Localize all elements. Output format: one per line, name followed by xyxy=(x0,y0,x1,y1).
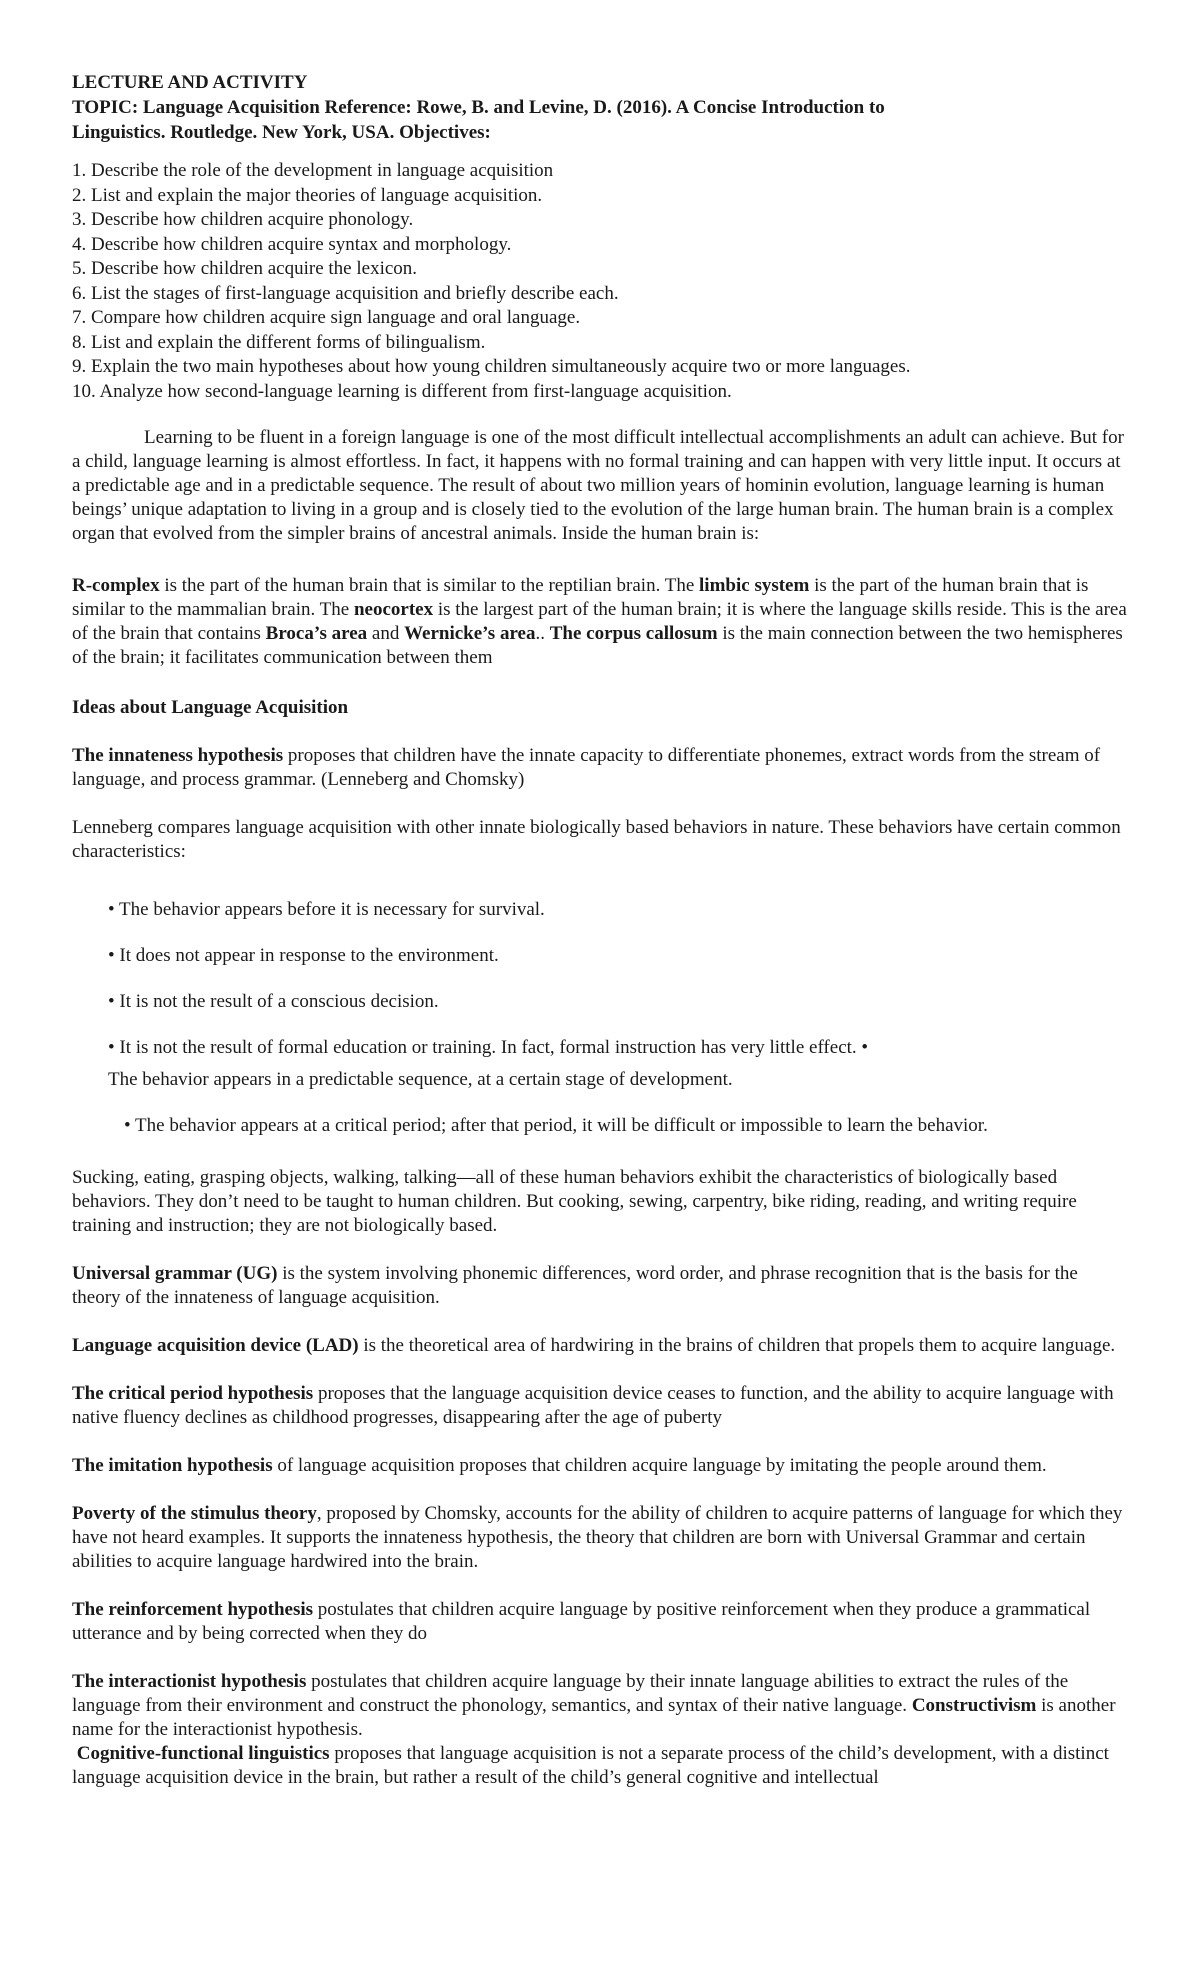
poverty-stimulus-paragraph: Poverty of the stimulus theory, proposed by Chomsky, accounts for the ability of children to acquire patterns of language for which they have not heard examples. It supports the innateness hypothesis, the theory that children are born with Universal Grammar and certain abilities to acquire language hardwired into the brain. xyxy=(72,1503,1123,1572)
objective-item: 8. List and explain the different forms of bilingualism. xyxy=(72,331,486,353)
universal-grammar-paragraph: Universal grammar (UG) is the system involving phonemic differences, word order, and phrase recognition that is the basis for the theory of the innateness of language acquisition. xyxy=(72,1263,1078,1308)
bullet-item: • It is not the result of a conscious decision. xyxy=(108,991,439,1012)
characteristics-list xyxy=(72,898,1130,1138)
bullet-item: • The behavior appears before it is necessary for survival. xyxy=(108,899,545,920)
header-topic-line-1: TOPIC: Language Acquisition Reference: Rowe, B. and Levine, D. (2016). A Concise Introduction to xyxy=(72,97,885,118)
lad-paragraph: Language acquisition device (LAD) is the theoretical area of hardwiring in the brains of children that propels them to acquire language. xyxy=(72,1335,1116,1356)
bullet-item-continuation: The behavior appears in a predictable sequence, at a certain stage of development. xyxy=(108,1069,733,1090)
imitation-paragraph: The imitation hypothesis of language acquisition proposes that children acquire language by imitating the people around them. xyxy=(72,1455,1047,1476)
bullet-item: • It is not the result of formal education or training. In fact, formal instruction has very little effect. • xyxy=(108,1037,869,1058)
term-interactionist-hypothesis: The interactionist hypothesis xyxy=(72,1671,307,1692)
term-cognitive-functional-linguistics: Cognitive-functional linguistics xyxy=(76,1743,330,1764)
term-constructivism: Constructivism xyxy=(911,1695,1037,1716)
lenneberg-paragraph: Lenneberg compares language acquisition with other innate biologically based behaviors in nature. These behaviors have certain common characteristics: xyxy=(72,817,1121,862)
critical-period-paragraph: The critical period hypothesis proposes that the language acquisition device ceases to function, and the ability to acquire language with native fluency declines as childhood progresses, disappearing after the age of puberty xyxy=(72,1383,1114,1428)
intro-paragraph: Learning to be fluent in a foreign language is one of the most difficult intellectual accomplishments an adult can achieve. But for a child, language learning is almost effortless. In fact, it happens with no formal training and can happen with very little input. It occurs at a predictable age and in a predictable sequence. The result of about two million years of hominin evolution, language learning is human beings’ unique adaptation to living in a group and is closely tied to the evolution of the large human brain. The human brain is a complex organ that evolved from the simpler brains of ancestral animals. Inside the human brain is: xyxy=(72,427,1124,544)
header-topic-line-2: Linguistics. Routledge. New York, USA. Objectives: xyxy=(72,122,491,143)
objective-item: 6. List the stages of first-language acquisition and briefly describe each. xyxy=(72,282,619,304)
term-poverty-of-stimulus: Poverty of the stimulus theory xyxy=(72,1503,317,1524)
term-corpus-callosum: The corpus callosum xyxy=(549,623,718,644)
objectives-list xyxy=(72,159,1130,404)
term-limbic-system: limbic system xyxy=(699,575,810,596)
term-universal-grammar: Universal grammar (UG) xyxy=(72,1263,278,1284)
interactionist-paragraph: The interactionist hypothesis postulates that children acquire language by their innate language abilities to extract the rules of the language from their environment and construct the phonology, semantics, and syntax of their native language. Constructivism is another name for the interactionist hypothesis. xyxy=(72,1671,1116,1740)
objective-item: 9. Explain the two main hypotheses about how young children simultaneously acquire two or more languages. xyxy=(72,356,911,377)
term-reinforcement-hypothesis: The reinforcement hypothesis xyxy=(72,1599,314,1620)
objective-item: 2. List and explain the major theories of language acquisition. xyxy=(72,184,543,206)
biological-behaviors-paragraph: Sucking, eating, grasping objects, walking, talking—all of these human behaviors exhibit the characteristics of biologically based behaviors. They don’t need to be taught to human children. But cooking, sewing, carpentry, bike riding, reading, and writing require training and instruction; they are not biologically based. xyxy=(72,1167,1077,1236)
bullet-item: • It does not appear in response to the environment. xyxy=(108,945,499,966)
term-imitation-hypothesis: The imitation hypothesis xyxy=(72,1455,273,1476)
objective-item: 3. Describe how children acquire phonology. xyxy=(72,209,414,230)
bullet-item: • The behavior appears at a critical period; after that period, it will be difficult or impossible to learn the behavior. xyxy=(124,1115,988,1136)
section-heading: Ideas about Language Acquisition xyxy=(72,697,349,718)
term-r-complex: R-complex xyxy=(72,575,160,596)
document-header xyxy=(72,70,1130,145)
brain-parts-paragraph: R-complex is the part of the human brain that is similar to the reptilian brain. The limbic system is the part of the human brain that is similar to the mammalian brain. The neocortex is the largest part of the human brain; it is where the language skills reside. This is the area of the brain that contains Broca’s area and Wernicke’s area.. The corpus callosum is the main connection between the two hemispheres of the brain; it facilitates communication between them xyxy=(72,575,1127,668)
term-critical-period-hypothesis: The critical period hypothesis xyxy=(72,1383,314,1404)
innateness-paragraph: The innateness hypothesis proposes that children have the innate capacity to differentiate phonemes, extract words from the stream of language, and process grammar. (Lenneberg and Chomsky) xyxy=(72,745,1101,790)
objective-item: 10. Analyze how second-language learning is different from first-language acquisition. xyxy=(72,380,732,402)
objective-item: 7. Compare how children acquire sign language and oral language. xyxy=(72,307,581,328)
objective-item: 1. Describe the role of the development in language acquisition xyxy=(72,160,554,181)
term-brocas-area: Broca’s area xyxy=(265,623,368,644)
reinforcement-paragraph: The reinforcement hypothesis postulates that children acquire language by positive reinforcement when they produce a grammatical utterance and by being corrected when they do xyxy=(72,1599,1091,1644)
header-title: LECTURE AND ACTIVITY xyxy=(72,72,308,93)
term-lad: Language acquisition device (LAD) xyxy=(72,1335,359,1356)
objective-item: 5. Describe how children acquire the lexicon. xyxy=(72,258,418,279)
cognitive-functional-paragraph: Cognitive-functional linguistics proposes that language acquisition is not a separate process of the child’s development, with a distinct language acquisition device in the brain, but rather a result of the child’s general cognitive and intellectual xyxy=(72,1743,1109,1788)
objective-item: 4. Describe how children acquire syntax and morphology. xyxy=(72,233,512,255)
term-wernickes-area: Wernicke’s area xyxy=(404,623,536,644)
term-innateness-hypothesis: The innateness hypothesis xyxy=(72,745,284,766)
term-neocortex: neocortex xyxy=(353,599,434,620)
